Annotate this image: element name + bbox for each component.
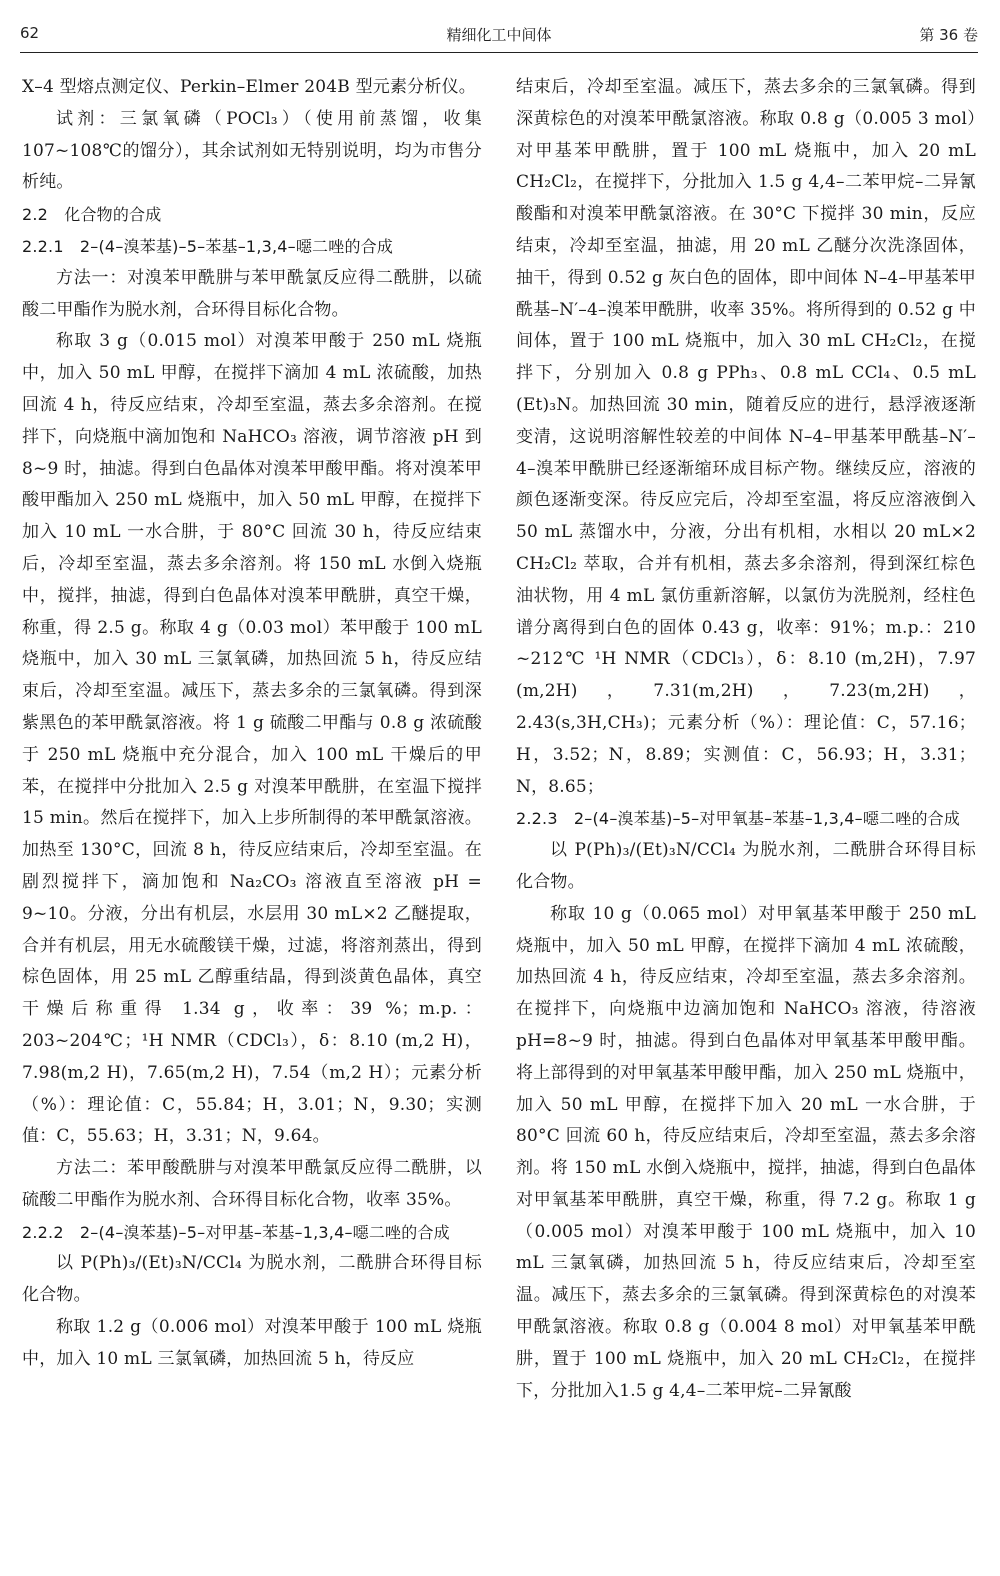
paragraph: 试剂：三氯氧磷（POCl₃）（使用前蒸馏，收集 107~108℃的馏分），其余试剂如无特别说明，均为市售分析纯。: [22, 108, 482, 193]
paragraph: 称取 10 g（0.065 mol）对甲氧基苯甲酸于 250 mL 烧瓶中，加入 50 mL 甲醇，在搅拌下滴加 4 mL 浓硫酸，加热回流 4 h，待反应结束，冷却至室温，蒸去多余溶剂。在搅拌下，向烧瓶中边滴加饱和 NaHCO₃ 溶液，待溶液 pH=8~9 时，抽滤。得到白色晶体对甲氧基苯甲酸甲酯。将上部得到的对甲氧基苯甲酸甲酯，加入 250 mL 烧瓶中，加入 50 mL 甲醇，在搅拌下加入 20 mL 一水合肼，于 80°C 回流 60 h，待反应结束后，冷却至室温，蒸去多余溶剂。将 150 mL 水倒入烧瓶中，搅拌，抽滤，得到白色晶体对甲氧基苯甲酰肼，真空干燥，称重，得 7.2 g。称取 1 g（0.005 mol）对溴苯甲酸于 100 mL 烧瓶中，加入 10 mL 三氯氧磷，加热回流 5 h，待反应结束后，冷却至室温。减压下，蒸去多余的三氯氧磷。得到深黄棕色的对溴苯甲酰氯溶液。称取 0.8 g（0.004 8 mol）对甲氧基苯甲酰肼，置于 100 mL 烧瓶中，加入 20 mL CH₂Cl₂，在搅拌下，分批加入1.5 g 4,4–二苯甲烷–二异氰酸: [516, 903, 976, 1401]
paragraph: 结束后，冷却至室温。减压下，蒸去多余的三氯氧磷。得到深黄棕色的对溴苯甲酰氯溶液。称取 0.8 g（0.005 3 mol）对甲基苯甲酰肼，置于 100 mL 烧瓶中，加入 20 mL CH₂Cl₂，在搅拌下，分批加入 1.5 g 4,4–二苯甲烷–二异氰酸酯和对溴苯甲酰氯溶液。在 30°C 下搅拌 30 min，反应结束，冷却至室温，抽滤，用 20 mL 乙醚分次洗涤固体，抽干，得到 0.52 g 灰白色的固体，即中间体 N–4–甲基苯甲酰基–N′–4–溴苯甲酰肼，收率 35%。将所得到的 0.52 g 中间体，置于 100 mL 烧瓶中，加入 30 mL CH₂Cl₂，在搅拌下，分别加入 0.8 g PPh₃、0.8 mL CCl₄、0.5 mL (Et)₃N。加热回流 30 min，随着反应的进行，悬浮液逐渐变清，这说明溶解性较差的中间体 N–4–甲基苯甲酰基–N′–4–溴苯甲酰肼已经逐渐缩环成目标产物。继续反应，溶液的颜色逐渐变深。待反应完后，冷却至室温，将反应溶液倒入 50 mL 蒸馏水中，分液，分出有机相，水相以 20 mL×2 CH₂Cl₂ 萃取，合并有机相，蒸去多余溶剂，得到深红棕色油状物，用 4 mL 氯仿重新溶解，以氯仿为洗脱剂，经柱色谱分离得到白色的固体 0.43 g，收率：91%；m.p.：210 ~212℃ ¹H NMR（CDCl₃），δ：8.10 (m,2H)，7.97 (m,2H)，7.31(m,2H)，7.23(m,2H)，2.43(s,3H,CH₃)；元素分析（%）：理论值：C，57.16；H，3.52；N，8.89；实测值：C，56.93；H，3.31；N，8.65；: [516, 77, 976, 797]
right-column: [516, 72, 976, 1407]
paragraph: 方法二：苯甲酸酰肼与对溴苯甲酰氯反应得二酰肼，以硫酸二甲酯作为脱水剂、合环得目标化合物，收率 35%。: [22, 1158, 482, 1210]
section-heading: 2.2 化合物的合成: [22, 205, 162, 225]
paragraph: 以 P(Ph)₃/(Et)₃N/CCl₄ 为脱水剂，二酰肼合环得目标化合物。: [22, 1253, 482, 1306]
page-header: [20, 18, 978, 53]
page-number: 62: [20, 24, 40, 42]
paragraph: 以 P(Ph)₃/(Et)₃N/CCl₄ 为脱水剂，二酰肼合环得目标化合物。: [516, 840, 976, 892]
volume-label: 第 36 卷: [919, 26, 978, 44]
section-heading: 2.2.3 2–(4–溴苯基)–5–对甲氧基–苯基–1,3,4–噁二唑的合成: [516, 809, 961, 829]
section-heading: 2.2.1 2–(4–溴苯基)–5–苯基–1,3,4–噁二唑的合成: [22, 236, 394, 256]
paragraph: X–4 型熔点测定仪、Perkin–Elmer 204B 型元素分析仪。: [22, 77, 476, 97]
paragraph: 称取 1.2 g（0.006 mol）对溴苯甲酸于 100 mL 烧瓶中，加入 10 mL 三氯氧磷，加热回流 5 h，待反应: [22, 1317, 482, 1369]
left-column: [22, 72, 482, 1376]
journal-title: 精细化工中间体: [446, 26, 552, 44]
section-heading: 2.2.2 2–(4–溴苯基)–5–对甲基–苯基–1,3,4–噁二唑的合成: [22, 1222, 450, 1242]
paragraph: 方法一：对溴苯甲酰肼与苯甲酰氯反应得二酰肼，以硫酸二甲酯作为脱水剂，合环得目标化合物。: [22, 267, 482, 320]
paragraph: 称取 3 g（0.015 mol）对溴苯甲酸于 250 mL 烧瓶中，加入 50 mL 甲醇，在搅拌下滴加 4 mL 浓硫酸，加热回流 4 h，待反应结束，冷却至室温，蒸去多余溶剂。在搅拌下，向烧瓶中滴加饱和 NaHCO₃ 溶液，调节溶液 pH 到 8~9 时，抽滤。得到白色晶体对溴苯甲酸甲酯。将对溴苯甲酸甲酯加入 250 mL 烧瓶中，加入 50 mL 甲醇，在搅拌下加入 10 mL 一水合肼，于 80°C 回流 30 h，待反应结束后，冷却至室温，蒸去多余溶剂。将 150 mL 水倒入烧瓶中，搅拌，抽滤，得到白色晶体对溴苯甲酰肼，真空干燥，称重，得 2.5 g。称取 4 g（0.03 mol）苯甲酸于 100 mL 烧瓶中，加入 30 mL 三氯氧磷，加热回流 5 h，待反应结束后，冷却至室温。减压下，蒸去多余的三氯氧磷。得到深紫黑色的苯甲酰氯溶液。将 1 g 硫酸二甲酯与 0.8 g 浓硫酸于 250 mL 烧瓶中充分混合，加入 100 mL 干燥后的甲苯，在搅拌中分批加入 2.5 g 对溴苯甲酰肼，在室温下搅拌 15 min。然后在搅拌下，加入上步所制得的苯甲酰氯溶液。加热至 130°C，回流 8 h，待反应结束后，冷却至室温。在剧烈搅拌下，滴加饱和 Na₂CO₃ 溶液直至溶液 pH = 9~10。分液，分出有机层，水层用 30 mL×2 乙醚提取，合并有机层，用无水硫酸镁干燥，过滤，将溶剂蒸出，得到棕色固体，用 25 mL 乙醇重结晶，得到淡黄色晶体，真空干燥后称重得 1.34 g，收率：39 %；m.p.：203~204℃；¹H NMR（CDCl₃），δ：8.10 (m,2 H)，7.98(m,2 H)，7.65(m,2 H)，7.54（m,2 H）；元素分析（%）：理论值：C，55.84；H，3.01；N，9.30；实测值：C，55.63；H，3.31；N，9.64。: [22, 331, 482, 1147]
